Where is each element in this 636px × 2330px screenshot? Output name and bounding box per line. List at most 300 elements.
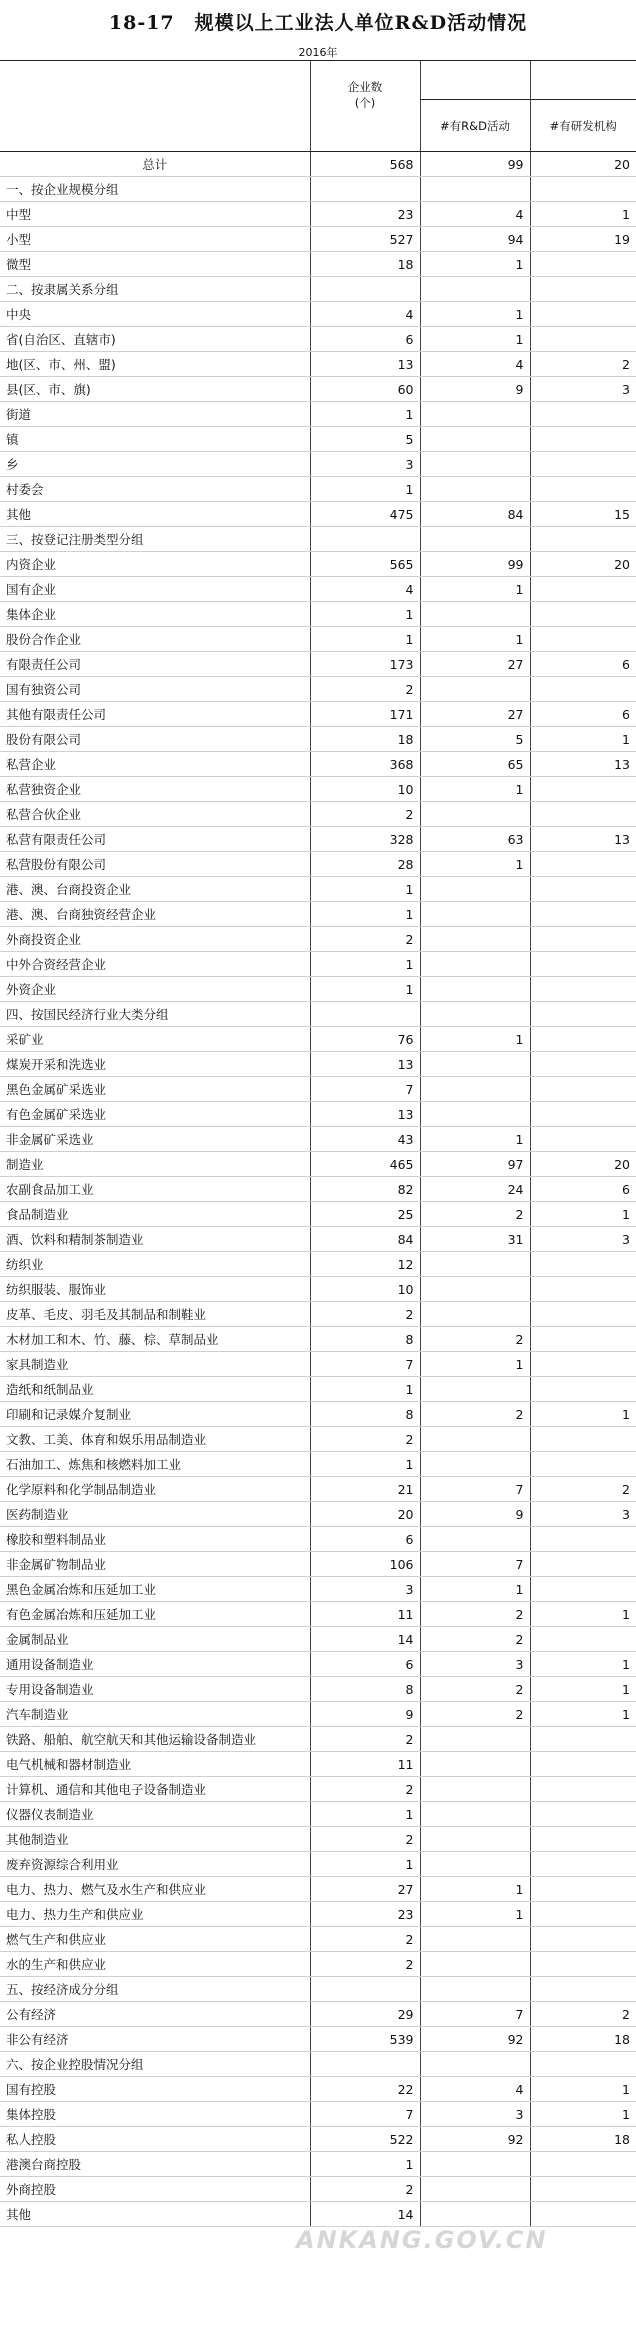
has-lab-cell: 1 <box>530 1402 636 1427</box>
has-rd-cell: 2 <box>420 1677 530 1702</box>
row-label: 镇 <box>0 427 310 452</box>
table-row <box>0 1752 636 1777</box>
enterprise-count-cell: 14 <box>310 1627 420 1652</box>
has-rd-cell <box>420 1377 530 1402</box>
has-lab-cell <box>530 1852 636 1877</box>
has-rd-cell: 5 <box>420 727 530 752</box>
table-row <box>0 2202 636 2227</box>
enterprise-count-cell: 1 <box>310 902 420 927</box>
table-row <box>0 852 636 877</box>
table-row <box>0 1102 636 1127</box>
has-lab-cell <box>530 1877 636 1902</box>
row-label: 港、澳、台商投资企业 <box>0 877 310 902</box>
row-label: 私营企业 <box>0 752 310 777</box>
has-lab-cell: 2 <box>530 2002 636 2027</box>
row-label: 有色金属矿采选业 <box>0 1102 310 1127</box>
enterprise-count-cell: 1 <box>310 1802 420 1827</box>
row-label: 非金属矿采选业 <box>0 1127 310 1152</box>
table-row <box>0 1552 636 1577</box>
table-row <box>0 327 636 352</box>
has-rd-cell: 97 <box>420 1152 530 1177</box>
row-label: 内资企业 <box>0 552 310 577</box>
has-lab-cell <box>530 602 636 627</box>
enterprise-count-cell: 3 <box>310 452 420 477</box>
header-has-lab-label: #有研发机构 <box>549 118 617 133</box>
has-rd-cell <box>420 1927 530 1952</box>
enterprise-count-cell: 22 <box>310 2077 420 2102</box>
table-row <box>0 727 636 752</box>
section-row <box>0 527 636 552</box>
row-label: 乡 <box>0 452 310 477</box>
enterprise-count-cell: 8 <box>310 1327 420 1352</box>
header-enterprise-count-unit: (个) <box>354 96 376 110</box>
row-label: 非公有经济 <box>0 2027 310 2052</box>
table-row <box>0 902 636 927</box>
row-label: 三、按登记注册类型分组 <box>0 527 310 552</box>
enterprise-count-cell: 368 <box>310 752 420 777</box>
row-label: 煤炭开采和洗选业 <box>0 1052 310 1077</box>
enterprise-count-cell <box>310 1002 420 1027</box>
has-lab-cell <box>530 927 636 952</box>
row-label: 木材加工和木、竹、藤、棕、草制品业 <box>0 1327 310 1352</box>
has-lab-cell <box>530 1127 636 1152</box>
row-label: 外商控股 <box>0 2177 310 2202</box>
has-lab-cell: 1 <box>530 1602 636 1627</box>
has-rd-cell: 3 <box>420 2102 530 2127</box>
row-label: 纺织服装、服饰业 <box>0 1277 310 1302</box>
has-lab-cell <box>530 1752 636 1777</box>
enterprise-count-cell: 11 <box>310 1752 420 1777</box>
table-row <box>0 652 636 677</box>
has-lab-cell: 20 <box>530 1152 636 1177</box>
section-row <box>0 1977 636 2002</box>
row-label: 化学原料和化学制品制造业 <box>0 1477 310 1502</box>
has-rd-cell <box>420 1827 530 1852</box>
has-lab-cell <box>530 1952 636 1977</box>
table-row <box>0 1927 636 1952</box>
page-title: 18-17 规模以上工业法人单位R&D活动情况 <box>108 12 528 34</box>
enterprise-count-cell: 8 <box>310 1677 420 1702</box>
row-label: 外商投资企业 <box>0 927 310 952</box>
row-label: 电力、热力生产和供应业 <box>0 1902 310 1927</box>
has-rd-cell <box>420 1252 530 1277</box>
has-rd-cell <box>420 1002 530 1027</box>
enterprise-count-cell: 6 <box>310 1527 420 1552</box>
has-rd-cell <box>420 1952 530 1977</box>
has-rd-cell: 94 <box>420 227 530 252</box>
table-row <box>0 1602 636 1627</box>
enterprise-count-cell: 27 <box>310 1877 420 1902</box>
table-row <box>0 1302 636 1327</box>
row-label: 黑色金属矿采选业 <box>0 1077 310 1102</box>
has-rd-cell: 24 <box>420 1177 530 1202</box>
has-rd-cell: 92 <box>420 2027 530 2052</box>
has-lab-cell <box>530 177 636 202</box>
enterprise-count-cell: 12 <box>310 1252 420 1277</box>
has-lab-cell: 13 <box>530 752 636 777</box>
row-label: 专用设备制造业 <box>0 1677 310 1702</box>
enterprise-count-cell: 1 <box>310 477 420 502</box>
enterprise-count-cell: 1 <box>310 952 420 977</box>
enterprise-count-cell: 60 <box>310 377 420 402</box>
row-label: 废弃资源综合利用业 <box>0 1852 310 1877</box>
table-row <box>0 477 636 502</box>
has-rd-cell <box>420 877 530 902</box>
table-row <box>0 377 636 402</box>
has-lab-cell: 1 <box>530 1702 636 1727</box>
table-row <box>0 1177 636 1202</box>
has-lab-cell: 1 <box>530 1652 636 1677</box>
enterprise-count-cell: 475 <box>310 502 420 527</box>
enterprise-count-cell: 84 <box>310 1227 420 1252</box>
has-rd-cell <box>420 477 530 502</box>
has-lab-cell: 3 <box>530 1227 636 1252</box>
table-row <box>0 1702 636 1727</box>
has-rd-cell <box>420 2152 530 2177</box>
table-row <box>0 2077 636 2102</box>
row-label: 非金属矿物制品业 <box>0 1552 310 1577</box>
row-label: 四、按国民经济行业大类分组 <box>0 1002 310 1027</box>
row-label: 股份有限公司 <box>0 727 310 752</box>
header-item-column <box>0 61 310 152</box>
has-rd-cell: 1 <box>420 1352 530 1377</box>
enterprise-count-cell: 28 <box>310 852 420 877</box>
enterprise-count-cell: 11 <box>310 1602 420 1627</box>
has-lab-cell <box>530 1002 636 1027</box>
row-label: 私营独资企业 <box>0 777 310 802</box>
enterprise-count-cell: 23 <box>310 202 420 227</box>
has-rd-cell: 1 <box>420 777 530 802</box>
has-rd-cell: 7 <box>420 2002 530 2027</box>
enterprise-count-cell <box>310 277 420 302</box>
has-rd-cell <box>420 1777 530 1802</box>
has-rd-cell: 9 <box>420 1502 530 1527</box>
table-row <box>0 1077 636 1102</box>
table-row <box>0 1852 636 1877</box>
row-label: 铁路、船舶、航空航天和其他运输设备制造业 <box>0 1727 310 1752</box>
table-row <box>0 1777 636 1802</box>
table-row <box>0 1252 636 1277</box>
enterprise-count-cell: 106 <box>310 1552 420 1577</box>
row-label: 计算机、通信和其他电子设备制造业 <box>0 1777 310 1802</box>
has-lab-cell: 15 <box>530 502 636 527</box>
table-row <box>0 552 636 577</box>
row-label: 县(区、市、旗) <box>0 377 310 402</box>
has-rd-cell: 92 <box>420 2127 530 2152</box>
table-row <box>0 302 636 327</box>
table-row <box>0 2127 636 2152</box>
has-lab-cell <box>530 1277 636 1302</box>
table-row <box>0 1327 636 1352</box>
has-rd-cell: 1 <box>420 577 530 602</box>
has-rd-cell: 1 <box>420 1127 530 1152</box>
has-rd-cell <box>420 1752 530 1777</box>
header-has-rd <box>420 100 530 152</box>
has-rd-cell <box>420 952 530 977</box>
has-lab-cell <box>530 1802 636 1827</box>
has-rd-cell: 7 <box>420 1552 530 1577</box>
row-label: 省(自治区、直辖市) <box>0 327 310 352</box>
table-row <box>0 1427 636 1452</box>
row-label: 家具制造业 <box>0 1352 310 1377</box>
site-watermark: ANKANG.GOV.CN <box>296 2226 548 2254</box>
table-row <box>0 2102 636 2127</box>
row-label: 一、按企业规模分组 <box>0 177 310 202</box>
row-label: 小型 <box>0 227 310 252</box>
row-label: 私人控股 <box>0 2127 310 2152</box>
enterprise-count-cell <box>310 177 420 202</box>
has-lab-cell: 20 <box>530 152 636 177</box>
has-rd-cell: 84 <box>420 502 530 527</box>
row-label: 私营有限责任公司 <box>0 827 310 852</box>
has-lab-cell <box>530 277 636 302</box>
row-label: 石油加工、炼焦和核燃料加工业 <box>0 1452 310 1477</box>
enterprise-count-cell: 6 <box>310 327 420 352</box>
enterprise-count-cell: 10 <box>310 777 420 802</box>
header-has-rd-label: #有R&D活动 <box>440 118 510 133</box>
table-row <box>0 1452 636 1477</box>
has-lab-cell: 1 <box>530 2102 636 2127</box>
has-rd-cell <box>420 1727 530 1752</box>
row-label: 国有独资公司 <box>0 677 310 702</box>
has-rd-cell: 1 <box>420 252 530 277</box>
has-lab-cell <box>530 1352 636 1377</box>
has-rd-cell <box>420 1052 530 1077</box>
row-label: 有色金属冶炼和压延加工业 <box>0 1602 310 1627</box>
row-label: 股份合作企业 <box>0 627 310 652</box>
enterprise-count-cell: 568 <box>310 152 420 177</box>
enterprise-count-cell: 2 <box>310 802 420 827</box>
row-label: 私营合伙企业 <box>0 802 310 827</box>
has-rd-cell: 4 <box>420 202 530 227</box>
has-lab-cell <box>530 1627 636 1652</box>
enterprise-count-cell: 29 <box>310 2002 420 2027</box>
has-lab-cell <box>530 627 636 652</box>
has-rd-cell <box>420 402 530 427</box>
has-lab-cell <box>530 302 636 327</box>
has-rd-cell: 31 <box>420 1227 530 1252</box>
has-rd-cell: 99 <box>420 552 530 577</box>
has-lab-cell <box>530 1777 636 1802</box>
has-rd-cell: 4 <box>420 2077 530 2102</box>
enterprise-count-cell: 2 <box>310 1827 420 1852</box>
data-table <box>0 61 636 2227</box>
table-row <box>0 1152 636 1177</box>
row-label: 中央 <box>0 302 310 327</box>
has-lab-cell <box>530 1052 636 1077</box>
has-lab-cell: 19 <box>530 227 636 252</box>
enterprise-count-cell: 23 <box>310 1902 420 1927</box>
has-rd-cell: 2 <box>420 1627 530 1652</box>
enterprise-count-cell: 565 <box>310 552 420 577</box>
enterprise-count-cell: 82 <box>310 1177 420 1202</box>
has-rd-cell <box>420 1427 530 1452</box>
table-row <box>0 1227 636 1252</box>
has-rd-cell <box>420 452 530 477</box>
has-rd-cell: 65 <box>420 752 530 777</box>
has-rd-cell <box>420 602 530 627</box>
table-row <box>0 1352 636 1377</box>
has-lab-cell <box>530 952 636 977</box>
enterprise-count-cell: 1 <box>310 1377 420 1402</box>
has-lab-cell <box>530 677 636 702</box>
table-row <box>0 677 636 702</box>
has-lab-cell <box>530 2052 636 2077</box>
enterprise-count-cell: 1 <box>310 1452 420 1477</box>
has-lab-cell <box>530 1927 636 1952</box>
has-lab-cell: 2 <box>530 1477 636 1502</box>
enterprise-count-cell: 2 <box>310 1952 420 1977</box>
enterprise-count-cell: 2 <box>310 2177 420 2202</box>
has-lab-cell: 6 <box>530 1177 636 1202</box>
enterprise-count-cell: 2 <box>310 1927 420 1952</box>
has-rd-cell: 1 <box>420 1027 530 1052</box>
has-rd-cell: 2 <box>420 1327 530 1352</box>
row-label: 港澳台商控股 <box>0 2152 310 2177</box>
row-label: 其他 <box>0 502 310 527</box>
enterprise-count-cell <box>310 527 420 552</box>
row-label: 农副食品加工业 <box>0 1177 310 1202</box>
section-row <box>0 2052 636 2077</box>
has-rd-cell <box>420 277 530 302</box>
has-lab-cell <box>530 252 636 277</box>
header-spacer-rd <box>420 61 530 100</box>
table-row <box>0 1277 636 1302</box>
table-row <box>0 1627 636 1652</box>
has-rd-cell <box>420 177 530 202</box>
has-rd-cell: 3 <box>420 1652 530 1677</box>
row-label: 中型 <box>0 202 310 227</box>
has-lab-cell <box>530 1577 636 1602</box>
table-row <box>0 1952 636 1977</box>
enterprise-count-cell: 8 <box>310 1402 420 1427</box>
has-rd-cell <box>420 977 530 1002</box>
has-rd-cell <box>420 427 530 452</box>
table-row <box>0 877 636 902</box>
row-label: 医药制造业 <box>0 1502 310 1527</box>
section-row <box>0 1002 636 1027</box>
table-row <box>0 2152 636 2177</box>
row-label: 外资企业 <box>0 977 310 1002</box>
row-label: 地(区、市、州、盟) <box>0 352 310 377</box>
table-row <box>0 1727 636 1752</box>
enterprise-count-cell: 13 <box>310 1052 420 1077</box>
enterprise-count-cell: 21 <box>310 1477 420 1502</box>
table-row <box>0 2027 636 2052</box>
table-row <box>0 427 636 452</box>
section-row <box>0 177 636 202</box>
has-lab-cell <box>530 577 636 602</box>
enterprise-count-cell: 25 <box>310 1202 420 1227</box>
has-lab-cell <box>530 1027 636 1052</box>
row-label: 其他有限责任公司 <box>0 702 310 727</box>
has-rd-cell: 27 <box>420 702 530 727</box>
enterprise-count-cell: 1 <box>310 627 420 652</box>
row-label: 制造业 <box>0 1152 310 1177</box>
has-lab-cell <box>530 327 636 352</box>
has-lab-cell <box>530 477 636 502</box>
enterprise-count-cell: 18 <box>310 727 420 752</box>
row-label: 私营股份有限公司 <box>0 852 310 877</box>
table-row <box>0 1027 636 1052</box>
has-lab-cell <box>530 452 636 477</box>
has-rd-cell <box>420 1102 530 1127</box>
enterprise-count-cell: 1 <box>310 602 420 627</box>
table-row <box>0 1652 636 1677</box>
enterprise-count-cell: 7 <box>310 2102 420 2127</box>
table-row <box>0 802 636 827</box>
has-rd-cell: 1 <box>420 852 530 877</box>
has-lab-cell: 3 <box>530 377 636 402</box>
has-lab-cell <box>530 1727 636 1752</box>
has-lab-cell <box>530 1327 636 1352</box>
row-label: 国有控股 <box>0 2077 310 2102</box>
row-label: 村委会 <box>0 477 310 502</box>
has-lab-cell <box>530 527 636 552</box>
has-rd-cell <box>420 1802 530 1827</box>
has-rd-cell: 2 <box>420 1202 530 1227</box>
has-rd-cell <box>420 1852 530 1877</box>
has-lab-cell: 6 <box>530 702 636 727</box>
row-label: 集体控股 <box>0 2102 310 2127</box>
has-lab-cell <box>530 1552 636 1577</box>
has-rd-cell <box>420 2177 530 2202</box>
has-rd-cell: 1 <box>420 327 530 352</box>
header-spacer-lab <box>530 61 636 100</box>
row-label: 食品制造业 <box>0 1202 310 1227</box>
table-row <box>0 402 636 427</box>
has-lab-cell: 3 <box>530 1502 636 1527</box>
has-rd-cell <box>420 2202 530 2227</box>
has-lab-cell <box>530 2202 636 2227</box>
enterprise-count-cell: 2 <box>310 1427 420 1452</box>
enterprise-count-cell: 7 <box>310 1077 420 1102</box>
enterprise-count-cell: 9 <box>310 1702 420 1727</box>
enterprise-count-cell <box>310 2052 420 2077</box>
has-lab-cell <box>530 1827 636 1852</box>
enterprise-count-cell: 1 <box>310 2152 420 2177</box>
row-label: 六、按企业控股情况分组 <box>0 2052 310 2077</box>
enterprise-count-cell: 5 <box>310 427 420 452</box>
has-lab-cell <box>530 1252 636 1277</box>
enterprise-count-cell: 2 <box>310 1302 420 1327</box>
row-label: 其他 <box>0 2202 310 2227</box>
has-rd-cell <box>420 802 530 827</box>
has-rd-cell: 63 <box>420 827 530 852</box>
enterprise-count-cell: 465 <box>310 1152 420 1177</box>
row-label: 电力、热力、燃气及水生产和供应业 <box>0 1877 310 1902</box>
table-row <box>0 827 636 852</box>
has-lab-cell <box>530 1527 636 1552</box>
enterprise-count-cell: 3 <box>310 1577 420 1602</box>
row-label: 采矿业 <box>0 1027 310 1052</box>
has-rd-cell: 4 <box>420 352 530 377</box>
has-rd-cell: 1 <box>420 627 530 652</box>
table-row <box>0 752 636 777</box>
enterprise-count-cell: 10 <box>310 1277 420 1302</box>
has-rd-cell: 1 <box>420 302 530 327</box>
table-row <box>0 1802 636 1827</box>
enterprise-count-cell: 4 <box>310 302 420 327</box>
enterprise-count-cell: 20 <box>310 1502 420 1527</box>
table-row <box>0 777 636 802</box>
has-lab-cell: 18 <box>530 2127 636 2152</box>
has-lab-cell <box>530 902 636 927</box>
header-has-lab <box>530 100 636 152</box>
has-lab-cell: 18 <box>530 2027 636 2052</box>
row-label: 中外合资经营企业 <box>0 952 310 977</box>
has-rd-cell <box>420 1452 530 1477</box>
